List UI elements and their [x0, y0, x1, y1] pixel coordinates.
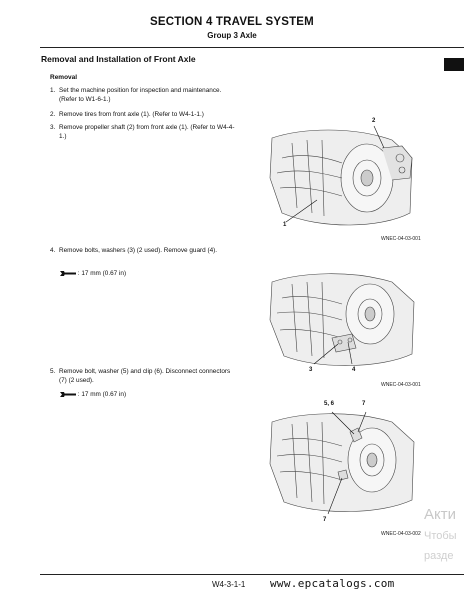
callout-label: 1	[283, 222, 287, 228]
page-number: W4-3-1-1	[212, 580, 246, 589]
step-3	[50, 124, 250, 142]
figure-guard-removal	[262, 268, 422, 376]
callout-label: 7	[362, 401, 366, 407]
step-2	[50, 111, 250, 121]
step-4	[50, 247, 250, 265]
callout-label: 5, 6	[324, 401, 335, 407]
figure-clip-connectors	[262, 402, 422, 526]
section-tab-marker	[444, 58, 464, 71]
footer-url[interactable]: www.epcatalogs.com	[270, 577, 395, 590]
topic-subtitle: Removal	[50, 74, 78, 81]
step-number: 3.	[50, 124, 56, 131]
figure-front-axle-propeller-shaft	[262, 118, 422, 234]
callout-label: 2	[372, 118, 376, 124]
step-number: 5.	[50, 368, 56, 375]
step-1	[50, 87, 250, 105]
footer-rule	[40, 574, 464, 575]
callout-label: 3	[309, 367, 313, 373]
figure-caption: WNEC-04-03-002	[381, 531, 421, 537]
callout-label: 7	[323, 517, 327, 523]
wrench-icon	[60, 270, 76, 277]
activation-watermark-line3: разде	[424, 550, 454, 562]
tool-note-2	[60, 391, 126, 399]
step-number: 2.	[50, 111, 56, 118]
step-5	[50, 368, 250, 386]
section-title: SECTION 4 TRAVEL SYSTEM	[150, 16, 314, 28]
callout-label: 4	[352, 367, 356, 373]
activation-watermark-line2: Чтобы	[424, 530, 457, 542]
figure-caption: WNEC-04-03-001	[381, 382, 421, 388]
wrench-icon	[60, 391, 76, 398]
topic-title: Removal and Installation of Front Axle	[41, 54, 196, 64]
tool-size: : 17 mm (0.67 in)	[77, 270, 127, 278]
step-text: Set the machine position for inspection and maintenance. (Refer to W1-6-1.)	[59, 87, 222, 103]
step-text: Remove propeller shaft (2) from front axle (1). (Refer to W4-4-1.)	[59, 124, 235, 140]
step-number: 4.	[50, 247, 56, 254]
step-text: Remove bolt, washer (5) and clip (6). Disconnect connectors (7) (2 used).	[59, 368, 231, 384]
activation-watermark-line1: Акти	[424, 506, 456, 523]
step-number: 1.	[50, 87, 56, 94]
step-text: Remove tires from front axle (1). (Refer to W4-1-1.)	[59, 111, 204, 118]
step-text: Remove bolts, washers (3) (2 used). Remove guard (4).	[59, 247, 218, 254]
group-title: Group 3 Axle	[207, 31, 257, 40]
header-rule	[40, 47, 464, 48]
figure-caption: WNEC-04-03-001	[381, 236, 421, 242]
tool-size: : 17 mm (0.67 in)	[77, 391, 127, 399]
tool-note-1	[60, 270, 126, 278]
